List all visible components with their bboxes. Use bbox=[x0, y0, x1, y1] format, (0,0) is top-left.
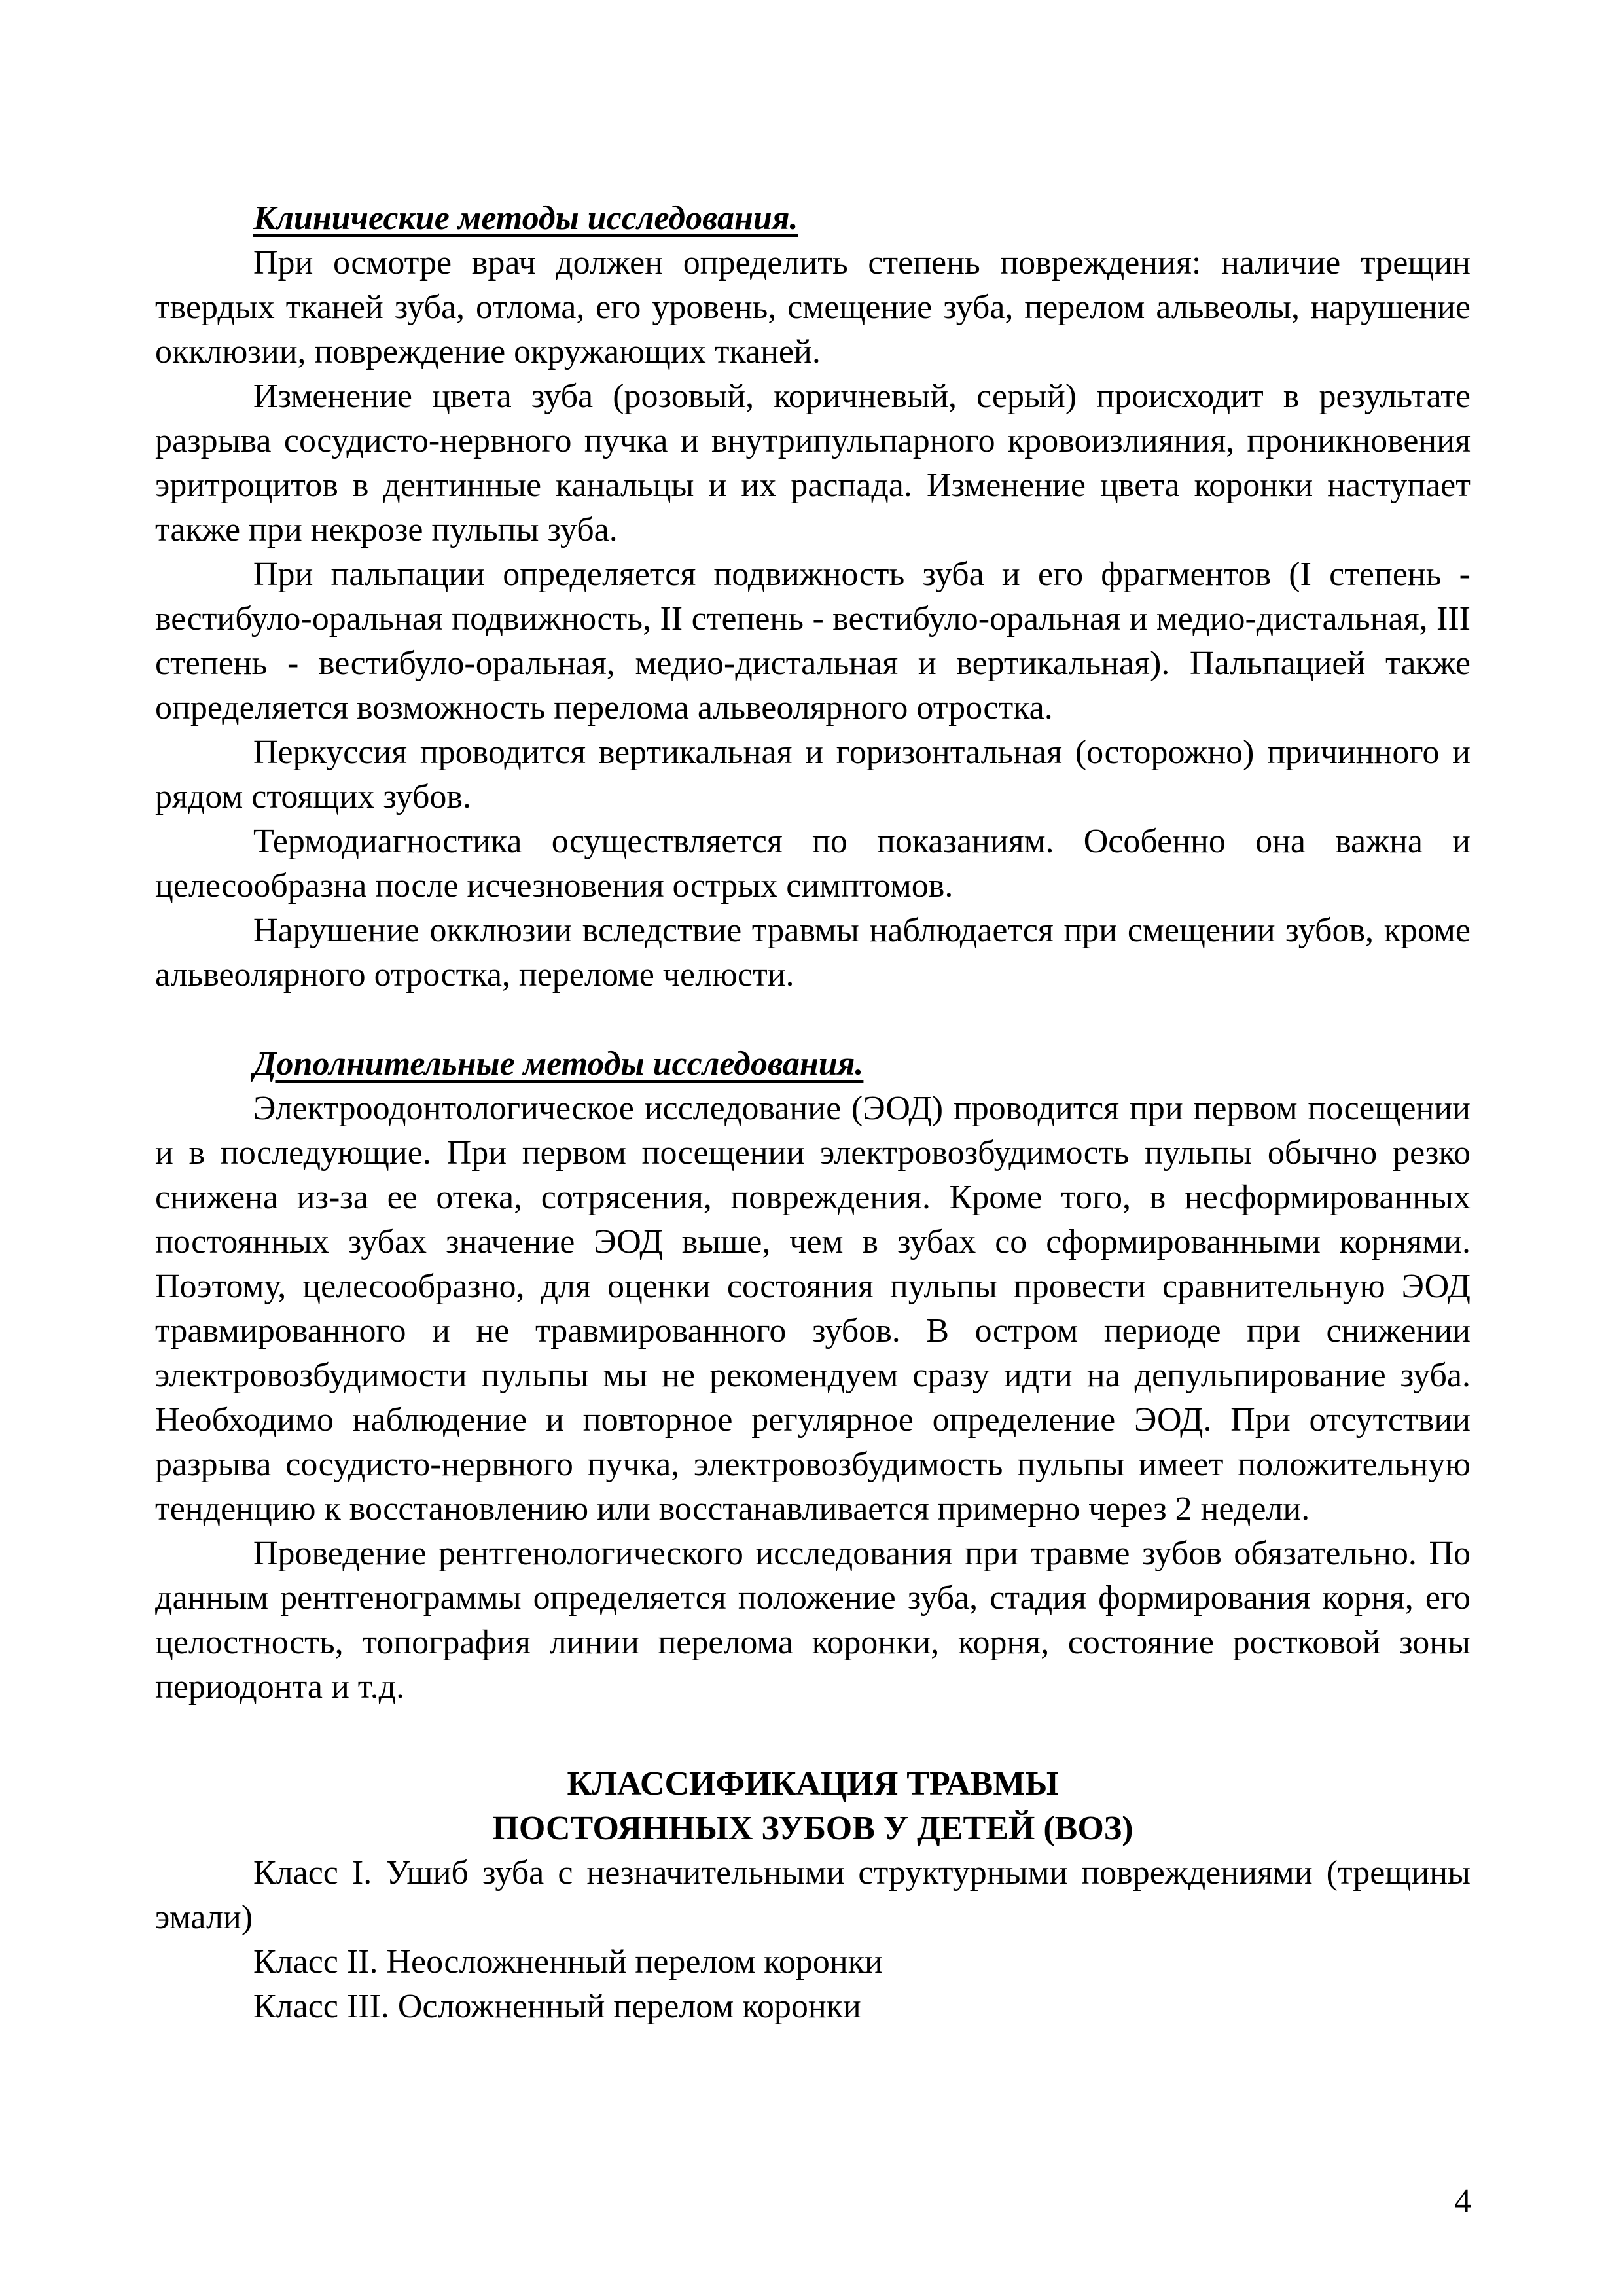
clinical-paragraph-3: При пальпации определяется подвижность зуба и его фрагментов (I степень - вестибуло-оральная подвижность, II степень - вестибуло-оральная и медио-дистальная, III степень - вестибуло-оральная, медио-дистальная и вертикальная). Пальпацией также определяется возможность перелома альвеолярного отростка. bbox=[155, 556, 1471, 726]
page-content bbox=[155, 196, 1471, 2029]
classification-title-line-2: ПОСТОЯННЫХ ЗУБОВ У ДЕТЕЙ (ВОЗ) bbox=[492, 1810, 1133, 1847]
section-spacer bbox=[155, 1710, 1471, 1762]
additional-paragraph-2: Проведение рентгенологического исследования при травме зубов обязательно. По данным рентгенограммы определяется положение зуба, стадия формирования корня, его целостность, топография линии перелома коронки, корня, состояние ростковой зоны периодонта и т.д. bbox=[155, 1535, 1471, 1706]
clinical-paragraph-6: Нарушение окклюзии вследствие травмы наблюдается при смещении зубов, кроме альвеолярного отростка, переломе челюсти. bbox=[155, 912, 1471, 994]
classification-item-1: Класс I. Ушиб зуба с незначительными структурными повреждениями (трещины эмали) bbox=[155, 1854, 1471, 1936]
classification-item-3: Класс III. Осложненный перелом коронки bbox=[253, 1988, 861, 2025]
additional-paragraph-1: Электроодонтологическое исследование (ЭОД) проводится при первом посещении и в последующие. При первом посещении электровозбудимость пульпы обычно резко снижена из-за ее отека, сотрясения, повреждения. Кроме того, в несформированных постоянных зубах значение ЭОД выше, чем в зубах со сформированными корнями. Поэтому, целесообразно, для оценки состояния пульпы провести сравнительную ЭОД травмированного и не травмированного зубов. В остром периоде при снижении электровозбудимости пульпы мы не рекомендуем сразу идти на депульпирование зуба. Необходимо наблюдение и повторное регулярное определение ЭОД. При отсутствии разрыва сосудисто-нервного пучка, электровозбудимость пульпы имеет положительную тенденцию к восстановлению или восстанавливается примерно через 2 недели. bbox=[155, 1090, 1471, 1528]
classification-item-2: Класс II. Неосложненный перелом коронки bbox=[253, 1943, 883, 1981]
additional-methods-heading: Дополнительные методы исследования. bbox=[253, 1045, 864, 1083]
clinical-paragraph-5: Термодиагностика осуществляется по показаниям. Особенно она важна и целесообразна после исчезновения острых симптомов. bbox=[155, 823, 1471, 905]
clinical-paragraph-4: Перкуссия проводится вертикальная и горизонтальная (осторожно) причинного и рядом стоящих зубов. bbox=[155, 734, 1471, 816]
clinical-methods-heading: Клинические методы исследования. bbox=[253, 200, 798, 237]
clinical-paragraph-2: Изменение цвета зуба (розовый, коричневый, серый) происходит в результате разрыва сосудисто-нервного пучка и внутрипульпарного кровоизлияния, проникновения эритроцитов в дентинные канальцы и их распада. Изменение цвета коронки наступает также при некрозе пульпы зуба. bbox=[155, 378, 1471, 548]
page-number: 4 bbox=[1454, 2183, 1471, 2220]
section-spacer bbox=[155, 997, 1471, 1042]
clinical-paragraph-1: При осмотре врач должен определить степень повреждения: наличие трещин твердых тканей зуба, отлома, его уровень, смещение зуба, перелом альвеолы, нарушение окклюзии, повреждение окружающих тканей. bbox=[155, 244, 1471, 370]
classification-title-line-1: КЛАССИФИКАЦИЯ ТРАВМЫ bbox=[567, 1765, 1059, 1803]
